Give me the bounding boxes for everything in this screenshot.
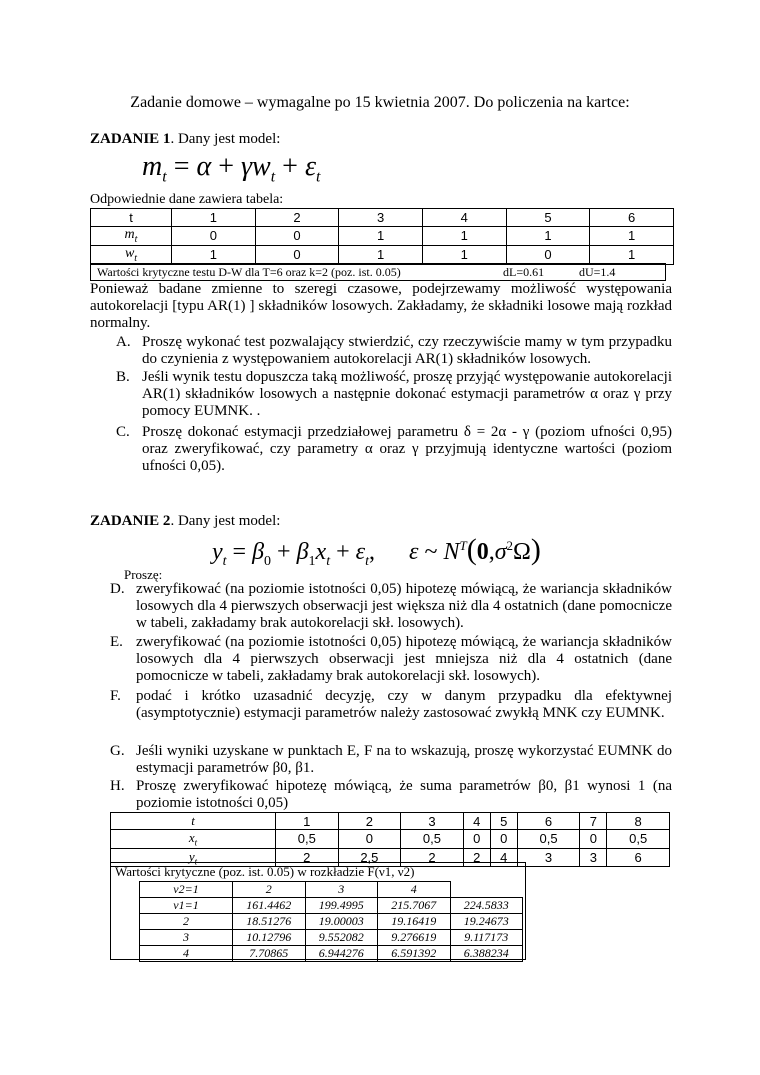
cell: 6.388234 [450, 946, 523, 962]
cell: 0 [463, 830, 490, 849]
task1-heading-line [90, 131, 280, 148]
f-critical-values-box [110, 862, 526, 960]
cell: 6 [590, 209, 674, 227]
task1-row-t [91, 209, 674, 227]
cell: 1 [422, 227, 506, 246]
cell: 1 [172, 245, 256, 264]
dw-du: dU=1.4 [579, 265, 616, 279]
item-text: Jeśli wynik testu dopuszcza taką możliwość, proszę przyjąć występowanie autokorelacji AR(1) składników losowych a następnie dokonać estymacji parametrów α oraz γ przy pomocy EUMNK. . [142, 369, 672, 419]
row-label: $w_t$ [91, 245, 172, 264]
cell: 4 [490, 848, 517, 867]
task2-row-t [111, 813, 670, 830]
cell: 2 [255, 209, 339, 227]
cell: 2,5 [338, 848, 401, 867]
cell: 0 [338, 830, 401, 849]
cell: 6.591392 [378, 946, 451, 962]
task2-equation: $y_t = \beta_0 + \beta_1x_t + \varepsilon_t$, ε ~ $N^T(0,\sigma^2\Omega)$ [212, 533, 541, 569]
cell: 6.944276 [305, 946, 378, 962]
item-label: C. [116, 424, 130, 440]
cell: 9.276619 [378, 930, 451, 946]
cell: 4 [463, 813, 490, 830]
cell: 5 [506, 209, 590, 227]
cell: 2 [338, 813, 401, 830]
row-label: $m_t$ [91, 227, 172, 246]
cell: 9.552082 [305, 930, 378, 946]
item-label: F. [110, 688, 121, 704]
cell: 3 [401, 813, 464, 830]
task1-table-intro: Odpowiednie dane zawiera tabela: [90, 192, 284, 207]
cell: 6 [517, 813, 580, 830]
col-header: ν2=1 [140, 882, 233, 898]
task1-intro: . Dany jest model: [170, 131, 281, 147]
cell: 0,5 [276, 830, 339, 849]
cell: 9.117173 [450, 930, 523, 946]
row-label: $x_t$ [111, 830, 276, 849]
page-title: Zadanie domowe – wymagalne po 15 kwietnia 2007. Do policzenia na kartce: [130, 94, 630, 111]
cell: 0,5 [401, 830, 464, 849]
cell: 0 [490, 830, 517, 849]
cell: 7 [580, 813, 607, 830]
cell: 19.24673 [450, 914, 523, 930]
task2-heading: ZADANIE 2 [90, 513, 171, 529]
task1-equation: $m_t = \alpha + \gamma w_t + \varepsilon_t$ [142, 151, 321, 186]
cell: 1 [339, 227, 423, 246]
cell: 19.00003 [305, 914, 378, 930]
cell: 3 [580, 848, 607, 867]
cell: 5 [490, 813, 517, 830]
cell: 1 [422, 245, 506, 264]
cell: 6 [607, 848, 670, 867]
cell: 19.16419 [378, 914, 451, 930]
cell: 0,5 [517, 830, 580, 849]
task1-row-w [91, 245, 674, 264]
cell: 0 [255, 227, 339, 246]
f-caption: Wartości krytyczne (poz. ist. 0.05) w rozkładzie F(ν1, ν2) [115, 864, 415, 879]
item-label: B. [116, 369, 130, 385]
cell: 1 [590, 245, 674, 264]
task1-heading: ZADANIE 1 [90, 131, 171, 147]
cell: 10.12796 [233, 930, 306, 946]
row-label: $y_t$ [111, 848, 276, 867]
dw-dl: dL=0.61 [503, 265, 545, 279]
item-text: podać i krótko uzasadnić decyzję, czy w danym przypadku dla efektywnej (asymptotycznie) estymacji parametrów należy zastosować zwykłą MNK czy EUMNK. [136, 688, 672, 721]
item-label: E. [110, 634, 123, 650]
task2-prosze: Proszę: [124, 567, 163, 582]
row-label: ν1=1 [140, 898, 233, 914]
cell: 3 [517, 848, 580, 867]
col-header: 3 [305, 882, 378, 898]
cell: 1 [276, 813, 339, 830]
cell: 2 [463, 848, 490, 867]
item-text: Proszę zweryfikować hipotezę mówiącą, że suma parametrów β0, β1 wynosi 1 (na poziomie istotności 0,05) [136, 778, 672, 811]
dw-critical-values-box [90, 263, 666, 281]
item-text: Proszę wykonać test pozwalający stwierdzić, czy rzeczywiście mamy w tym przypadku do czynienia z występowaniem autokorelacji AR(1) składników losowych. [142, 334, 672, 367]
cell: 7.70865 [233, 946, 306, 962]
row-label: 2 [140, 914, 233, 930]
cell: 1 [506, 227, 590, 246]
col-header: 4 [378, 882, 451, 898]
cell: 2 [276, 848, 339, 867]
cell: 0 [506, 245, 590, 264]
item-label: H. [110, 778, 125, 794]
cell: 0 [580, 830, 607, 849]
cell: 215.7067 [378, 898, 451, 914]
task2-data-table [110, 812, 670, 867]
f-row [140, 946, 523, 962]
dw-note: Wartości krytyczne testu D-W dla T=6 oraz k=2 (poz. ist. 0.05) [97, 265, 401, 279]
item-label: A. [116, 334, 131, 350]
cell: 0 [172, 227, 256, 246]
task2-intro: . Dany jest model: [170, 513, 281, 529]
row-label: t [91, 209, 172, 227]
cell: 224.5833 [450, 898, 523, 914]
f-row [140, 930, 523, 946]
cell: 1 [339, 245, 423, 264]
f-table [139, 881, 523, 962]
row-label: t [111, 813, 276, 830]
f-header-row [140, 882, 523, 898]
item-text: Jeśli wyniki uzyskane w punktach E, F na to wskazują, proszę wykorzystać EUMNK do estymacji parametrów β0, β1. [136, 743, 672, 776]
cell: 199.4995 [305, 898, 378, 914]
cell: 8 [607, 813, 670, 830]
f-row [140, 914, 523, 930]
row-label: 3 [140, 930, 233, 946]
row-label: 4 [140, 946, 233, 962]
task1-paragraph: Ponieważ badane zmienne to szeregi czasowe, podejrzewamy możliwość występowania autokorelacji [typu AR(1) ] składników losowych. Zakładamy, że składniki losowe mają rozkład normalny. [90, 281, 672, 331]
item-text: Proszę dokonać estymacji przedziałowej parametru δ = 2α - γ (poziom ufności 0,95) oraz zweryfikować, czy parametry α oraz γ przyjmują identyczne wartości (poziom ufności 0,05). [142, 424, 672, 474]
item-text: zweryfikować (na poziomie istotności 0,05) hipotezę mówiącą, że wariancja składników losowych dla 4 pierwszych obserwacji jest większa niż dla 4 ostatnich (dane pomocnicze w tabeli, zakładamy brak autokorelacji skł. losowych). [136, 581, 672, 631]
col-header: 2 [233, 882, 306, 898]
item-text: zweryfikować (na poziomie istotności 0,05) hipotezę mówiącą, że wariancja składników losowych dla 4 pierwszych obserwacji jest mniejsza niż dla 4 ostatnich (dane pomocnicze w tabeli, zakładamy brak autokorelacji skł. losowych). [136, 634, 672, 684]
f-row [140, 898, 523, 914]
cell: 3 [339, 209, 423, 227]
item-label: G. [110, 743, 125, 759]
task2-heading-line [90, 513, 280, 530]
cell: 0,5 [607, 830, 670, 849]
task1-data-table [90, 208, 674, 265]
cell: 4 [422, 209, 506, 227]
cell: 2 [401, 848, 464, 867]
task2-row-x [111, 830, 670, 849]
cell: 1 [172, 209, 256, 227]
cell: 1 [590, 227, 674, 246]
cell: 18.51276 [233, 914, 306, 930]
task1-row-m [91, 227, 674, 246]
cell: 0 [255, 245, 339, 264]
item-label: D. [110, 581, 125, 597]
cell: 161.4462 [233, 898, 306, 914]
